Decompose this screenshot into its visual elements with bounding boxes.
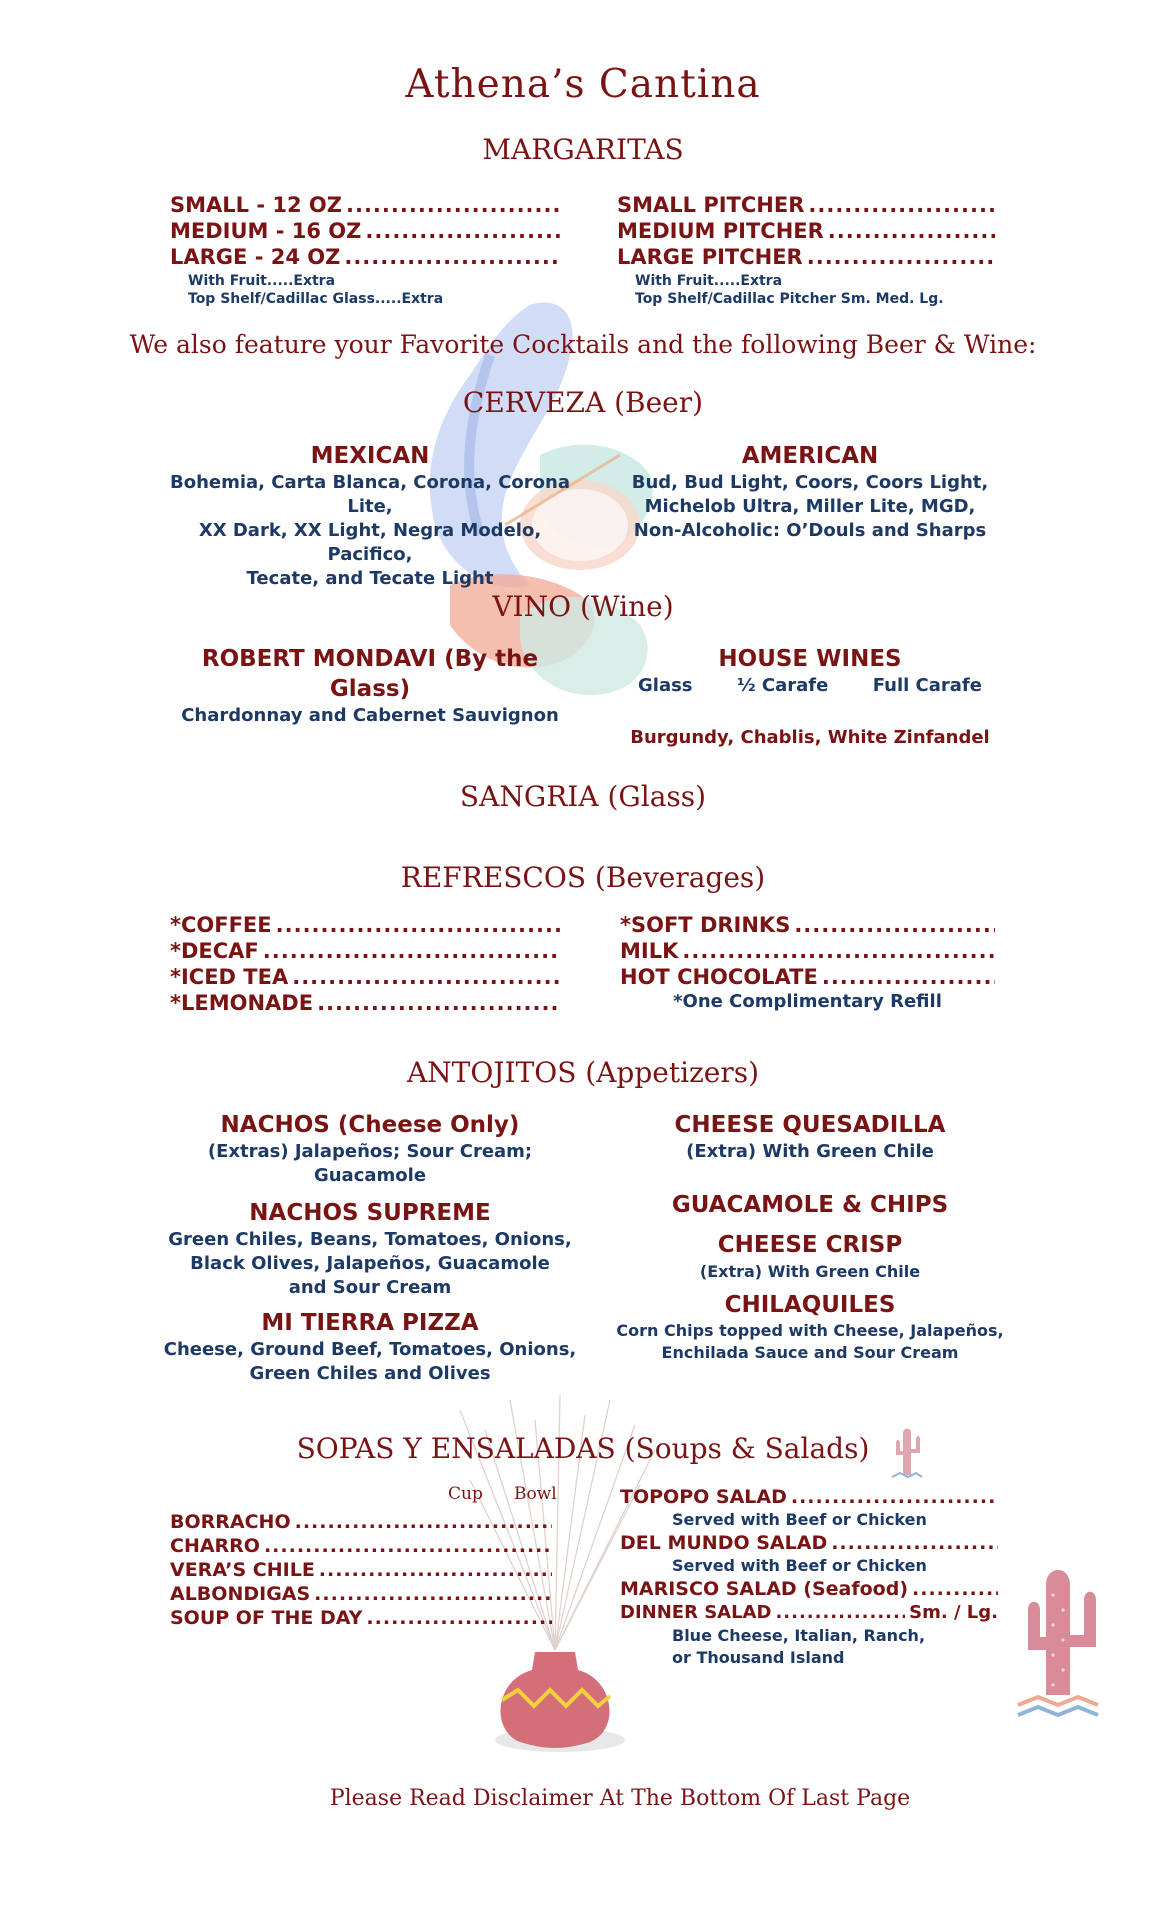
appetizer-desc: Corn Chips topped with Cheese, Jalapeños, [616,1321,1004,1340]
note-line: With Fruit.....Extra [188,273,336,289]
sopas-heading: SOPAS Y ENSALADAS (Soups & Salads) [296,1432,870,1465]
appetizer-name: CHEESE QUESADILLA [674,1112,946,1138]
menu-item-dinner-salad: DINNER SALAD ..... Sm. / Lg. [620,1601,998,1625]
size-glass: Glass [638,675,693,696]
menu-item-soup-of-the-day: SOUP OF THE DAY ..... [170,1606,552,1630]
restaurant-title: Athena’s Cantina [405,62,761,107]
menu-item-marisco-salad: MARISCO SALAD (Seafood) ..... [620,1577,998,1601]
menu-item-albondigas: ALBONDIGAS ..... [170,1582,552,1606]
feature-line: We also feature your Favorite Cocktails and the following Beer & Wine: [129,330,1037,359]
appetizers-right [600,1110,1020,1364]
menu-item-milk: MILK ..... [620,938,995,964]
disclaimer: Please Read Disclaimer At The Bottom Of Last Page [329,1786,911,1811]
mexican-heading: MEXICAN [310,443,430,469]
wine-line: Chardonnay and Cabernet Sauvignon [181,705,559,726]
size-half-carafe: ½ Carafe [736,675,829,696]
appetizer-desc: (Extras) Jalapeños; Sour Cream; [207,1141,533,1162]
appetizer-desc: (Extra) With Green Chile [699,1262,921,1281]
cup-label: Cup [448,1484,483,1504]
note-line: Top Shelf/Cadillac Glass.....Extra [188,291,444,307]
appetizer-name: NACHOS (Cheese Only) [220,1112,520,1138]
bowl-label: Bowl [514,1484,557,1504]
cactus-icon [1008,1555,1108,1725]
note-line: Top Shelf/Cadillac Pitcher Sm. Med. Lg. [635,291,944,307]
beer-line: Bud, Bud Light, Coors, Coors Light, [631,472,989,493]
appetizer-name: CHEESE CRISP [717,1232,903,1258]
beer-line: Michelob Ultra, Miller Lite, MGD, [644,496,976,517]
wine-varieties: Burgundy, Chablis, White Zinfandel [630,727,990,748]
beverage-list-left [170,912,560,1016]
salad-list [620,1485,998,1669]
mexican-beer-section [160,441,580,591]
salad-note: Served with Beef or Chicken [672,1510,927,1529]
dressing-note: Blue Cheese, Italian, Ranch, [672,1626,926,1645]
soup-list [170,1510,552,1630]
mondavi-heading: ROBERT MONDAVI (By the Glass) [201,646,539,702]
american-heading: AMERICAN [741,443,879,469]
appetizer-desc: Black Olives, Jalapeños, Guacamole [190,1253,550,1274]
menu-item-charro: CHARRO ..... [170,1534,552,1558]
menu-item-medium: MEDIUM - 16 OZ ..... [170,218,560,244]
appetizer-desc: Cheese, Ground Beef, Tomatoes, Onions, [163,1339,577,1360]
appetizer-desc: Green Chiles, Beans, Tomatoes, Onions, [168,1229,572,1250]
size-full-carafe: Full Carafe [872,675,982,696]
appetizer-desc: Green Chiles and Olives [249,1363,491,1384]
antojitos-heading: ANTOJITOS (Appetizers) [406,1056,760,1089]
wine-sizes [630,674,990,698]
appetizers-left [160,1110,580,1386]
house-wines-section [630,644,990,750]
note-line: With Fruit.....Extra [635,273,783,289]
refrescos-heading: REFRESCOS (Beverages) [400,861,766,894]
appetizer-desc: Enchilada Sauce and Sour Cream [661,1343,959,1362]
menu-item-coffee: *COFFEE ..... [170,912,560,938]
menu-item-veras-chile: VERA’S CHILE ..... [170,1558,552,1582]
menu-item-soft-drinks: *SOFT DRINKS ..... [620,912,995,938]
menu-item-topopo-salad: TOPOPO SALAD ..... [620,1485,998,1509]
appetizer-name: NACHOS SUPREME [249,1200,491,1226]
appetizer-name: MI TIERRA PIZZA [261,1310,479,1336]
menu-item-hot-chocolate: HOT CHOCOLATE ..... [620,964,995,990]
beer-line: Tecate, and Tecate Light [246,568,494,589]
beverage-list-right [620,912,995,1014]
margaritas-glass-list [170,192,560,308]
menu-item-large: LARGE - 24 OZ ..... [170,244,560,270]
american-beer-section [600,441,1020,543]
vino-heading: VINO (Wine) [492,590,674,623]
menu-item-del-mundo-salad: DEL MUNDO SALAD ..... [620,1531,998,1555]
salad-note: Served with Beef or Chicken [672,1556,927,1575]
mondavi-section [160,644,580,728]
appetizer-name: CHILAQUILES [724,1292,896,1318]
beer-line: Non-Alcoholic: O’Douls and Sharps [633,520,987,541]
menu-item-borracho: BORRACHO ..... [170,1510,552,1534]
cerveza-heading: CERVEZA (Beer) [462,386,704,419]
dressing-note: or Thousand Island [672,1648,845,1667]
appetizer-desc: Guacamole [313,1165,427,1186]
sangria-heading: SANGRIA (Glass) [459,780,707,813]
menu-item-iced-tea: *ICED TEA ..... [170,964,560,990]
beer-line: Bohemia, Carta Blanca, Corona, Corona Lite, [170,472,570,517]
menu-item-large-pitcher: LARGE PITCHER ..... [617,244,995,270]
house-wines-heading: HOUSE WINES [718,646,902,672]
margaritas-heading: MARGARITAS [482,133,684,166]
dinner-salad-sizes: Sm. / Lg. [909,1602,998,1623]
menu-item-lemonade: *LEMONADE ..... [170,990,560,1016]
appetizer-desc: and Sour Cream [288,1277,452,1298]
menu-item-small-pitcher: SMALL PITCHER ..... [617,192,995,218]
beer-line: XX Dark, XX Light, Negra Modelo, Pacifico, [198,520,542,565]
refill-note: *One Complimentary Refill [673,991,942,1012]
menu-item-medium-pitcher: MEDIUM PITCHER ..... [617,218,995,244]
margaritas-pitcher-list [617,192,995,308]
appetizer-desc: (Extra) With Green Chile [686,1141,934,1162]
appetizer-name: GUACAMOLE & CHIPS [671,1192,949,1218]
menu-item-small: SMALL - 12 OZ ..... [170,192,560,218]
menu-item-decaf: *DECAF ..... [170,938,560,964]
